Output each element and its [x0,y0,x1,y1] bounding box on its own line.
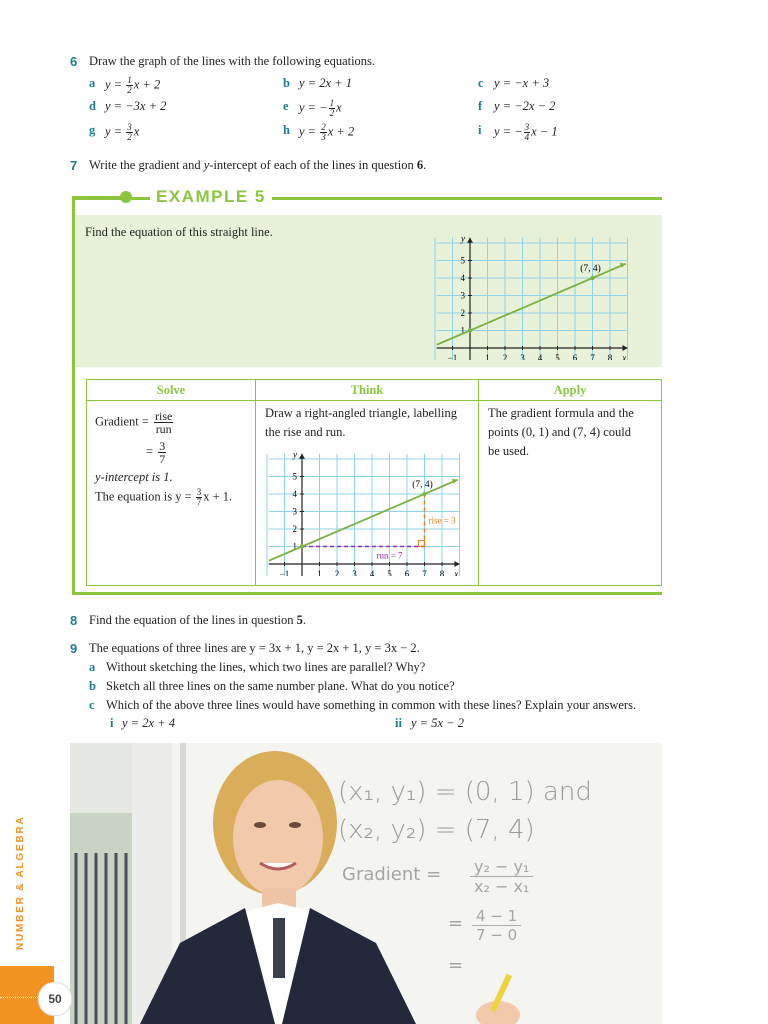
point-0-1 [468,328,472,332]
question-6-item-label: b [283,76,290,90]
question-6-item-equation: y = −2x − 2 [494,99,556,113]
point-7-4 [590,276,594,280]
question-6-item-label: c [478,76,484,90]
whiteboard-numeric-fraction: 4 − 1 7 − 0 [472,907,521,944]
question-9ci-text: y = 2x + 4 [122,716,175,730]
solve-header: Solve [87,380,256,401]
y-axis-arrow [299,454,305,459]
question-9cii-label: ii [395,716,402,730]
example-heading: EXAMPLE 5 [150,187,272,207]
think-header: Think [256,380,479,401]
question-6-item-equation: y = 2x + 1 [299,76,352,90]
rise-label: rise = 3 [428,515,456,526]
x-tick-label: 1 [485,353,490,360]
x-tick-label: 4 [369,569,375,576]
question-7-number: 7 [70,158,78,173]
page-dotted-rule [0,997,40,998]
solve-intercept: y-intercept is 1. [95,470,173,484]
y-tick-label: 2 [292,524,297,534]
x-tick-label: 5 [387,569,392,576]
question-6-item-equation: y = − $\frac{3}{4}$ x − 1 [494,122,558,142]
question-9ci-label: i [110,716,114,730]
x-tick-label: 4 [537,353,543,360]
question-9c-text: Which of the above three lines would have something in common with these lines? Explain your answers. [106,698,637,712]
question-9b-label: b [89,679,96,693]
think-graph [262,444,464,576]
whiteboard-line-1: (x₁, y₁) = (0, 1) and [338,777,592,807]
question-6-item-label: a [89,76,96,90]
apply-header: Apply [479,380,662,401]
question-7-text: Write the gradient and y-intercept of each of the lines in question 6. [89,158,427,172]
x-tick-label: 2 [334,569,340,576]
question-6-item-label: g [89,123,96,137]
whiteboard-line-2: (x₂, y₂) = (7, 4) [338,815,535,845]
question-6-item-label: h [283,123,290,137]
x-tick-label: 7 [422,569,427,576]
question-6-number: 6 [70,54,78,69]
x-tick-label: 6 [404,569,410,576]
whiteboard-equals-2: = [448,955,464,976]
apply-text-1: The gradient formula and the [488,406,634,420]
question-8-number: 8 [70,613,78,628]
example-graph [430,228,632,360]
whiteboard-gradient-fraction: y₂ − y₁ x₂ − x₁ [470,857,533,896]
think-text-1: Draw a right-angled triangle, labelling [265,406,457,420]
right-angle-mark [419,541,425,547]
apply-text-3: be used. [488,444,529,458]
x-tick-label: −1 [279,569,290,576]
y-tick-label: 3 [460,290,465,301]
x-tick-label: 3 [352,569,357,576]
question-9-number: 9 [70,641,78,656]
question-9cii-text: y = 5x − 2 [411,716,464,730]
graph-line [437,264,626,345]
question-6-item-equation: y = −x + 3 [494,76,550,90]
point-label: (7, 4) [412,480,433,490]
y-tick-label: 5 [292,471,297,482]
run-label: run = 7 [376,550,403,561]
x-tick-label: 2 [502,353,508,360]
point-label: (7, 4) [580,264,601,274]
y-axis-label: y [461,233,465,244]
solve-gradient-value: = $\frac{3}{7}$ [146,439,166,466]
y-tick-label: 1 [292,541,297,552]
question-9c-label: c [89,698,95,712]
point-0-1 [300,544,304,548]
question-6-item-label: d [89,99,96,113]
x-tick-label: 8 [607,353,613,360]
y-tick-label: 4 [292,489,297,499]
student-photo [70,743,662,1024]
y-tick-label: 5 [460,255,465,266]
solve-equation: The equation is y = $\frac{3}{7}$ x + 1. [95,487,233,507]
point-7-4 [422,492,426,496]
question-6-item-label: f [478,99,483,113]
x-axis-label: x [622,353,627,360]
question-6-item-equation: y = − $\frac{1}{2}$ x [299,98,342,118]
question-9b-text: Sketch all three lines on the same number plane. What do you notice? [106,679,455,693]
example-marker-line [72,196,124,199]
question-6-item-equation: y = −3x + 2 [105,99,167,113]
y-tick-label: 2 [460,308,465,318]
question-9a-label: a [89,660,96,674]
y-tick-label: 1 [460,325,465,336]
question-6-item-equation: y = $\frac{2}{3}$ x + 2 [299,122,355,142]
question-9-text: The equations of three lines are y = 3x + 1, y = 2x + 1, y = 3x − 2. [89,641,420,655]
section-label: NUMBER & ALGEBRA [15,815,26,950]
question-8-text: Find the equation of the lines in question 5. [89,613,306,627]
question-9a-text: Without sketching the lines, which two lines are parallel? Why? [106,660,426,674]
x-tick-label: 7 [590,353,595,360]
whiteboard-equals-1: = [448,913,464,934]
question-6-item-label: i [478,123,482,137]
whiteboard-gradient-label: Gradient = [342,864,442,885]
x-tick-label: 6 [572,353,578,360]
apply-text-2: points (0, 1) and (7, 4) could [488,425,632,439]
think-text-2: the rise and run. [265,425,346,439]
example-prompt: Find the equation of this straight line. [85,225,273,239]
x-tick-label: 8 [439,569,445,576]
question-6-item-equation: y = $\frac{3}{2}$ x [105,122,140,142]
y-tick-label: 3 [292,506,297,517]
solve-gradient-line: Gradient = rise run [95,409,173,436]
x-tick-label: 1 [317,569,322,576]
page-number: 50 [38,982,72,1016]
y-axis-label: y [293,449,297,460]
y-axis-arrow [467,238,473,243]
question-6-text: Draw the graph of the lines with the following equations. [89,54,376,68]
x-axis-label: x [454,569,459,576]
x-tick-label: −1 [447,353,458,360]
x-axis-arrow [623,345,628,351]
x-tick-label: 3 [520,353,525,360]
x-tick-label: 5 [555,353,560,360]
x-axis-arrow [455,561,460,567]
question-6-item-equation: y = $\frac{1}{2}$ x + 2 [105,75,161,95]
question-6-item-label: e [283,99,289,113]
y-tick-label: 4 [460,273,465,283]
